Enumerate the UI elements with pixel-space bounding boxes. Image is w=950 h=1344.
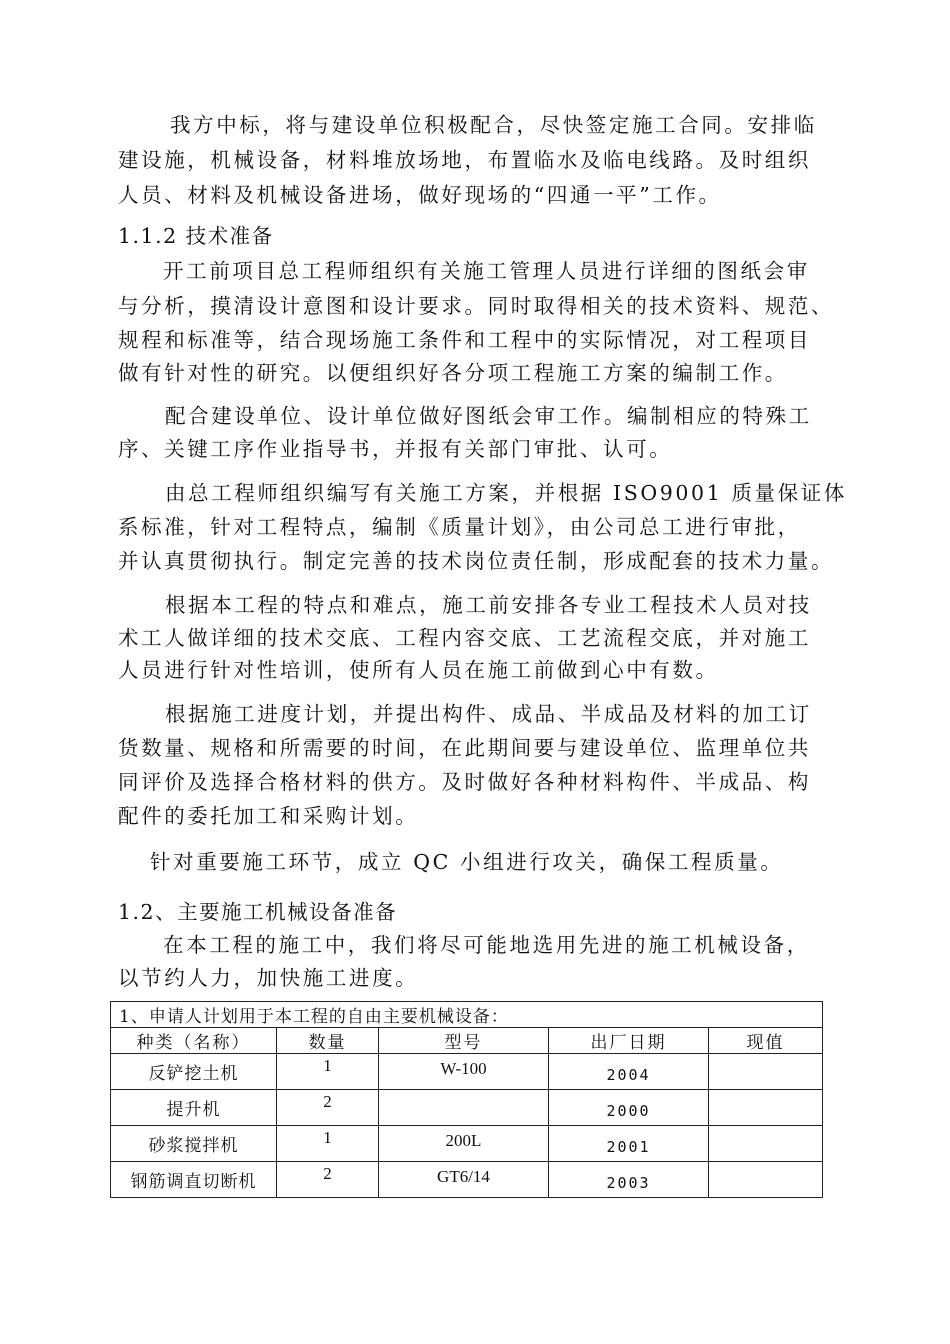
table-row [111,1054,823,1090]
cell-model: GT6/14 [379,1162,549,1198]
cell-value [709,1162,823,1198]
cell-name: 砂浆搅拌机 [111,1126,277,1162]
equipment-table [110,1001,823,1198]
paragraph-line: 人员、材料及机械设备进场，做好现场的“四通一平”工作。 [118,183,722,207]
header-name: 种类（名称） [111,1028,277,1054]
cell-name: 反铲挖土机 [111,1054,277,1090]
cell-quantity: 2 [277,1162,379,1198]
cell-name: 钢筋调直切断机 [111,1162,277,1198]
cell-value [709,1090,823,1126]
paragraph-line: 系标准，针对工程特点，编制《质量计划》，由公司总工进行审批， [118,515,801,539]
cell-model: W-100 [379,1054,549,1090]
paragraph-line: 术工人做详细的技术交底、工程内容交底、工艺流程交底，并对施工 [118,626,811,650]
paragraph-line: 根据本工程的特点和难点，施工前安排各专业工程技术人员对技 [165,593,812,617]
cell-date: 2003 [549,1162,709,1198]
table-caption-row [111,1002,823,1028]
paragraph-line: 建设施，机械设备，材料堆放场地，布置临水及临电线路。及时组织 [118,148,811,172]
paragraph-line: 我方中标，将与建设单位积极配合，尽快签定施工合同。安排临 [170,113,817,137]
paragraph-line: 人员进行针对性培训，使所有人员在施工前做到心中有数。 [118,658,719,682]
paragraph-line: 序、关键工序作业指导书，并报有关部门审批、认可。 [118,437,673,461]
section-heading: 1.2、主要施工机械设备准备 [118,900,398,924]
paragraph-line: 同评价及选择合格材料的供方。及时做好各种材料构件、半成品、构 [118,770,811,794]
cell-date: 2001 [549,1126,709,1162]
header-model: 型号 [379,1028,549,1054]
paragraph-line: 并认真贯彻执行。制定完善的技术岗位责任制，形成配套的技术力量。 [118,549,835,573]
header-value: 现值 [709,1028,823,1054]
paragraph-line: 做有针对性的研究。以便组织好各分项工程施工方案的编制工作。 [118,361,788,385]
cell-model: 200L [379,1126,549,1162]
header-quantity: 数量 [277,1028,379,1054]
cell-date: 2004 [549,1054,709,1090]
cell-model [379,1090,549,1126]
paragraph-line: 开工前项目总工程师组织有关施工管理人员进行详细的图纸会审 [163,259,810,283]
cell-value [709,1126,823,1162]
header-date: 出厂日期 [549,1028,709,1054]
table-row [111,1162,823,1198]
paragraph-line: 货数量、规格和所需要的时间，在此期间要与建设单位、监理单位共 [118,736,811,760]
cell-name: 提升机 [111,1090,277,1126]
paragraph-line: 在本工程的施工中，我们将尽可能地选用先进的施工机械设备， [163,933,810,957]
table-header-row [111,1028,823,1054]
cell-quantity: 2 [277,1090,379,1126]
table-row [111,1090,823,1126]
paragraph-line: 与分析，摸清设计意图和设计要求。同时取得相关的技术资料、规范、 [118,294,835,318]
table-caption: 1、申请人计划用于本工程的自由主要机械设备： [111,1002,823,1028]
cell-value [709,1054,823,1090]
section-heading: 1.1.2 技术准备 [118,224,274,248]
paragraph-line: 根据施工进度计划，并提出构件、成品、半成品及材料的加工订 [165,702,812,726]
paragraph-line: 以节约人力，加快施工进度。 [118,966,419,990]
paragraph-line: 配合建设单位、设计单位做好图纸会审工作。编制相应的特殊工 [165,404,812,428]
cell-quantity: 1 [277,1126,379,1162]
paragraph-line: 规程和标准等，结合现场施工条件和工程中的实际情况，对工程项目 [118,328,811,352]
paragraph-line: 由总工程师组织编写有关施工方案，并根据 ISO9001 质量保证体 [165,481,847,505]
cell-quantity: 1 [277,1054,379,1090]
paragraph-line: 针对重要施工环节，成立 QC 小组进行攻关，确保工程质量。 [150,850,784,874]
paragraph-line: 配件的委托加工和采购计划。 [118,804,419,828]
cell-date: 2000 [549,1090,709,1126]
table-row [111,1126,823,1162]
